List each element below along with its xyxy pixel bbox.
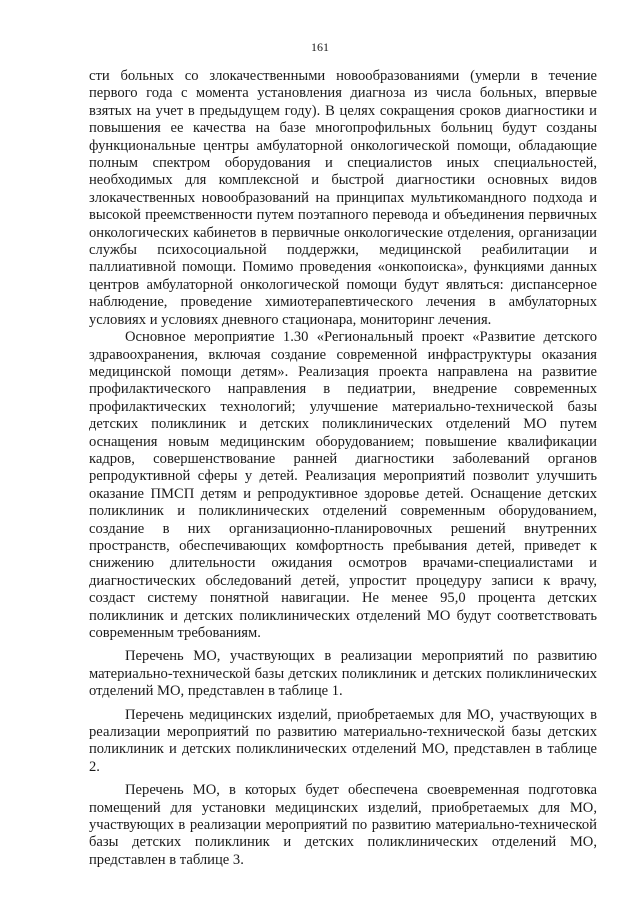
- paragraph-table-1-reference: Перечень МО, участвующих в реализации мероприятий по развитию материально-технической базы детских поликлиник и детских поликлинических отделений МО, представлен в таблице 1.: [89, 648, 597, 700]
- page-number: 161: [311, 40, 329, 54]
- document-body: [89, 68, 597, 869]
- paragraph-table-2-reference: Перечень медицинских изделий, приобретаемых для МО, участвующих в реализации мероприятий по развитию материально-технической базы детских поликлиник и детских поликлинических отделений МО, представлен в таблице 2.: [89, 706, 597, 775]
- paragraph-oncology-centers: сти больных со злокачественными новообразованиями (умерли в течение первого года с момента установления диагноза из числа больных, впервые взятых на учет в предыдущем году). В целях сокращения сроков диагностики и повышения ее качества на базе многопрофильных больниц будут созданы функциональные центры амбулаторной онкологической помощи, обладающие полным спектром оборудования и специалистов иных специальностей, необходимых для комплексной и быстрой диагностики основных видов злокачественных новообразований на принципах мультикомандного подхода и высокой преемственности путем поэтапного перевода и объединения первичных онкологических кабинетов в первичные онкологические отделения, организации службы психосоциальной поддержки, медицинской реабилитации и паллиативной помощи. Помимо проведения «онкопоиска», функциями данных центров амбулаторной онкологической помощи будут являться: диспансерное наблюдение, проведение химиотерапевтического лечения в амбулаторных условиях и условиях дневного стационара, мониторинг лечения.: [89, 68, 597, 328]
- paragraph-childrens-healthcare-project: Основное мероприятие 1.30 «Региональный проект «Развитие детского здравоохранения, включая создание современной инфраструктуры оказания медицинской помощи детям». Реализация проекта направлена на развитие профилактического направления в педиатрии, внедрение современных профилактических технологий; улучшение материально-технической базы детских поликлиник и детских поликлинических отделений МО путем оснащения новым медицинским оборудованием; повышение квалификации кадров, совершенствование ранней диагностики заболеваний органов репродуктивной сферы у детей. Реализация мероприятий позволит улучшить оказание ПМСП детям и репродуктивное здоровье детей. Оснащение детских поликлиник и поликлинических отделений современным оборудованием, создание в них организационно-планировочных решений внутренних пространств, обеспечивающих комфортность пребывания детей, приведет к снижению длительности ожидания осмотров врачами-специалистами и диагностических обследований детей, упростит процедуру записи к врачу, создаст систему понятной навигации. Не менее 95,0 процента детских поликлиник и детских поликлинических отделений МО будут соответствовать современным требованиям.: [89, 329, 597, 641]
- paragraph-table-3-reference: Перечень МО, в которых будет обеспечена своевременная подготовка помещений для установки медицинских изделий, приобретаемых для МО, участвующих в реализации мероприятий по развитию материально-технической базы детских поликлиник и детских поликлинических отделений МО, представлен в таблице 3.: [89, 782, 597, 868]
